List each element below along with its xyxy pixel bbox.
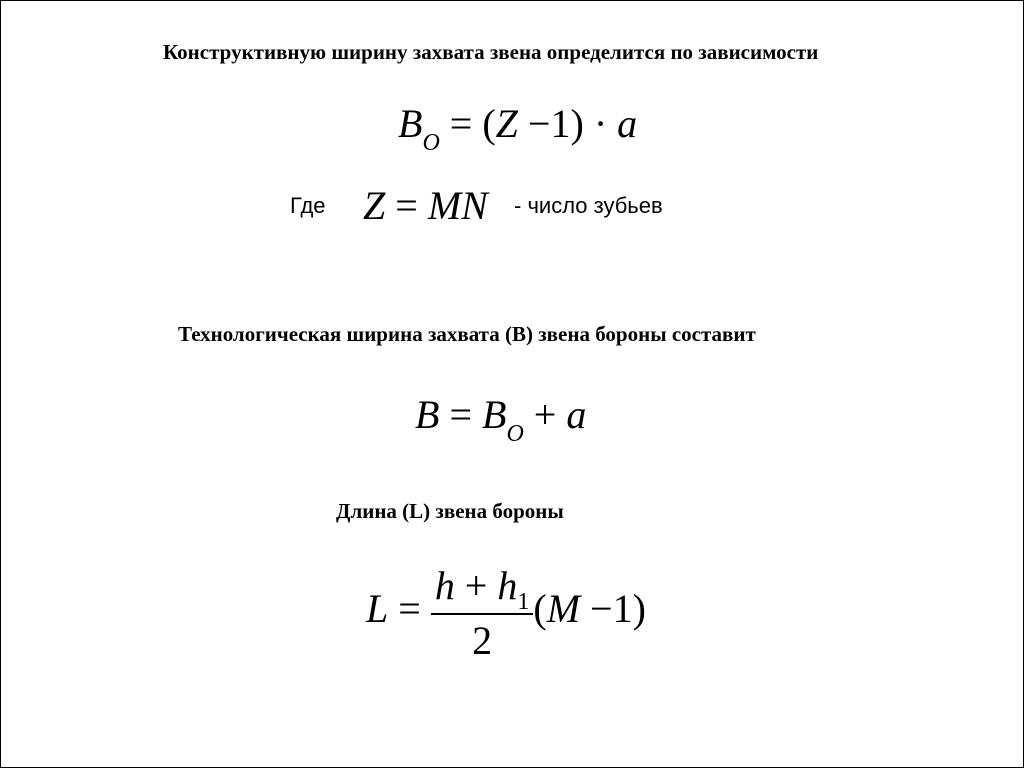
- formula2-plus: +: [533, 392, 557, 437]
- formula-constructive-width: [398, 100, 638, 156]
- formula2-b-subscript: O: [506, 421, 524, 447]
- formula3-plus: +: [464, 563, 488, 608]
- formula3-h1-subscript: 1: [517, 589, 530, 615]
- formula2-lhs: B: [415, 392, 440, 437]
- formula3-h1: h: [497, 563, 518, 608]
- formula2-b: B: [482, 392, 507, 437]
- formula1-lhs-subscript: O: [422, 130, 440, 156]
- formula-length: [366, 562, 646, 664]
- heading-length: Длина (L) звена бороны: [336, 499, 564, 523]
- formula1-close-paren: ): [570, 101, 584, 146]
- formula1-dot: ·: [593, 101, 608, 146]
- where-equals: =: [395, 183, 418, 228]
- where-mn: MN: [427, 183, 488, 228]
- formula3-h: h: [434, 563, 455, 608]
- formula1-lhs: B: [398, 101, 423, 146]
- formula1-one: 1: [550, 101, 571, 146]
- formula3-equals: =: [398, 586, 421, 632]
- heading-constructive-width: Конструктивную ширину захвата звена определится по зависимости: [163, 40, 819, 64]
- formula3-close-paren: ): [632, 586, 646, 632]
- formula3-denominator: 2: [472, 618, 493, 663]
- formula3-open-paren: (: [533, 586, 547, 632]
- heading-technological-width: Технологическая ширина захвата (В) звена бороны составит: [178, 322, 756, 346]
- formula1-equals: =: [449, 101, 473, 146]
- formula1-z: Z: [495, 101, 518, 146]
- formula3-lhs: L: [366, 586, 389, 632]
- formula3-fraction: [431, 562, 534, 664]
- where-description: - число зубьев: [514, 193, 663, 218]
- formula3-m: M: [546, 586, 581, 632]
- formula1-a: a: [617, 101, 638, 146]
- where-label: Где: [290, 193, 326, 218]
- formula3-numerator: [431, 562, 534, 615]
- formula1-open-paren: (: [482, 101, 496, 146]
- formula-z-definition: [363, 182, 488, 229]
- where-z: Z: [363, 183, 386, 228]
- formula2-a: a: [566, 392, 587, 437]
- formula2-equals: =: [449, 392, 472, 437]
- formula-technological-width: [415, 391, 587, 447]
- formula3-one: 1: [612, 586, 633, 632]
- formula3-minus: −: [590, 586, 613, 632]
- formula1-minus: −: [527, 101, 551, 146]
